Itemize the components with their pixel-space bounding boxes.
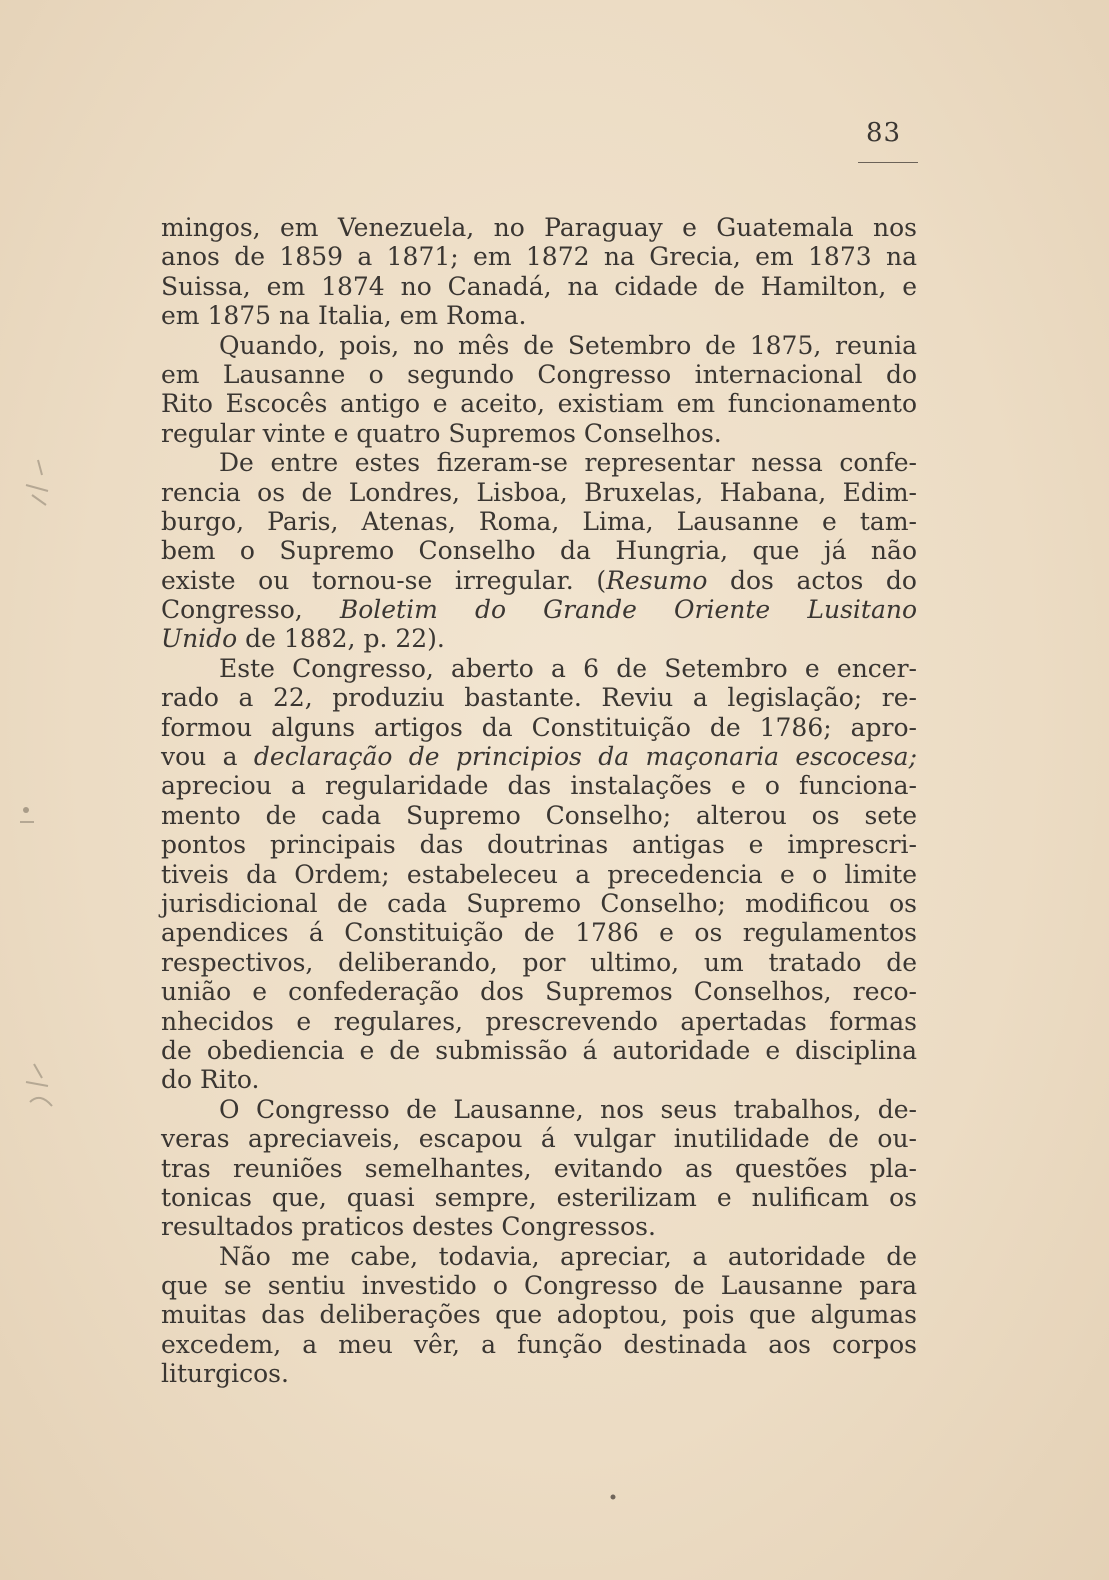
- text-segment: existe ou tornou-se irregular. (: [161, 565, 607, 595]
- text-segment: dos actos do: [707, 565, 917, 595]
- text-line: Suissa, em 1874 no Canadá, na cidade de Hamilton, e: [161, 271, 917, 301]
- text-line: [161, 624, 917, 653]
- text-line: Não me cabe, todavia, apreciar, a autoridade de: [219, 1241, 917, 1271]
- text-line: muitas das deliberações que adoptou, pois que algumas: [161, 1300, 917, 1330]
- margin-blemish: [18, 455, 58, 515]
- text-line: do Rito.: [161, 1065, 260, 1095]
- page-number: 83: [866, 118, 902, 148]
- text-line: tras reuniões semelhantes, evitando as questões pla-: [161, 1153, 917, 1183]
- text-line: tonicas que, quasi sempre, esterilizam e nulificam os: [161, 1182, 917, 1212]
- text-line: mingos, em Venezuela, no Paraguay e Guatemala nos: [161, 213, 917, 242]
- italic-title: Resumo: [606, 565, 708, 595]
- text-line: pontos principais das doutrinas antigas e imprescri-: [161, 830, 917, 860]
- text-line: união e confederação dos Supremos Conselhos, reco-: [161, 977, 917, 1007]
- text-segment: vou a: [161, 742, 254, 772]
- text-line: respectivos, deliberando, por ultimo, um tratado de: [161, 947, 917, 977]
- text-line: jurisdicional de cada Supremo Conselho; modificou os: [161, 888, 917, 918]
- text-line: liturgicos.: [161, 1359, 289, 1389]
- body-text: [161, 213, 917, 1389]
- text-line: em 1875 na Italia, em Roma.: [161, 301, 527, 331]
- text-line: resultados praticos destes Congressos.: [161, 1212, 656, 1242]
- text-line: excedem, a meu vêr, a função destinada aos corpos: [161, 1329, 917, 1359]
- text-line: anos de 1859 a 1871; em 1872 na Grecia, em 1873 na: [161, 242, 917, 272]
- text-line: [161, 742, 917, 771]
- margin-blemish: [16, 1058, 60, 1120]
- text-line: nhecidos e regulares, prescrevendo apertadas formas: [161, 1006, 917, 1036]
- text-line: apendices á Constituição de 1786 e os regulamentos: [161, 918, 917, 948]
- header-rule: [858, 162, 918, 163]
- text-line: [161, 595, 917, 624]
- text-line: que se sentiu investido o Congresso de Lausanne para: [161, 1271, 917, 1301]
- text-segment: de 1882, p. 22).: [237, 624, 445, 654]
- text-line: veras apreciaveis, escapou á vulgar inutilidade de ou-: [161, 1124, 917, 1154]
- text-line: bem o Supremo Conselho da Hungria, que já não: [161, 536, 917, 566]
- text-line: em Lausanne o segundo Congresso internacional do: [161, 359, 917, 389]
- text-line: Este Congresso, aberto a 6 de Setembro e encer-: [219, 653, 917, 683]
- margin-blemish: [14, 800, 44, 830]
- text-line: O Congresso de Lausanne, nos seus trabalhos, de-: [219, 1094, 917, 1124]
- italic-phrase: declaração de principios da maçonaria escocesa;: [253, 742, 917, 772]
- text-line: regular vinte e quatro Supremos Conselhos.: [161, 418, 722, 448]
- text-line: formou alguns artigos da Constituição de 1786; apro-: [161, 712, 917, 742]
- text-line: mento de cada Supremo Conselho; alterou os sete: [161, 800, 917, 830]
- text-line: burgo, Paris, Atenas, Roma, Lima, Lausanne e tam-: [161, 506, 917, 536]
- text-line: apreciou a regularidade das instalações e o funciona-: [161, 771, 917, 801]
- text-segment: Congresso,: [161, 595, 340, 625]
- text-line: rado a 22, produziu bastante. Reviu a legislação; re-: [161, 683, 917, 713]
- text-line: de obediencia e de submissão á autoridade e disciplina: [161, 1035, 917, 1065]
- paper-speck: [608, 1492, 618, 1502]
- text-line: rencia os de Londres, Lisboa, Bruxelas, Habana, Edim-: [161, 477, 917, 507]
- italic-title: Boletim do Grande Oriente Lusitano: [339, 595, 917, 625]
- text-line: Rito Escocês antigo e aceito, existiam em funcionamento: [161, 389, 917, 419]
- text-line: Quando, pois, no mês de Setembro de 1875, reunia: [219, 330, 917, 360]
- text-line: tiveis da Ordem; estabeleceu a precedencia e o limite: [161, 859, 917, 889]
- italic-title: Unido: [161, 624, 238, 654]
- text-line: [161, 566, 917, 595]
- text-line: De entre estes fizeram-se representar nessa confe-: [219, 448, 917, 478]
